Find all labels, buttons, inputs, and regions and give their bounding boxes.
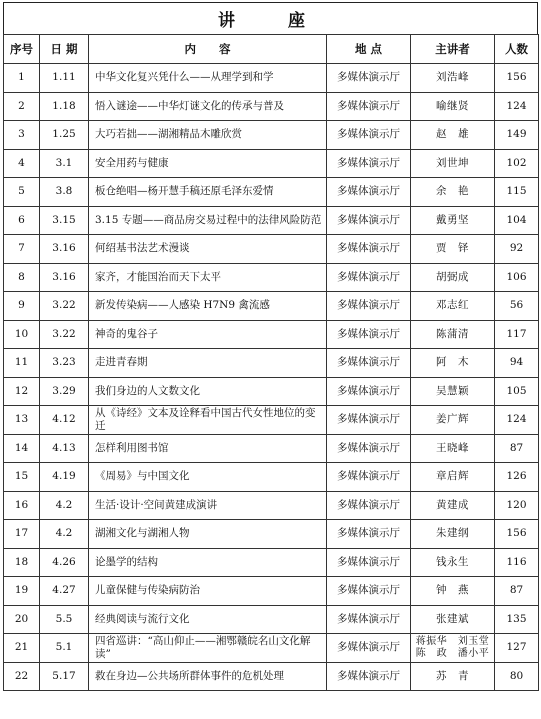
- cell-lecturer: 钟 燕: [411, 577, 495, 606]
- cell-topic: 中华文化复兴凭什么——从理学到和学: [89, 64, 327, 93]
- cell-topic: 救在身边—公共场所群体事件的危机处理: [89, 662, 327, 691]
- header-venue: 地 点: [327, 35, 411, 64]
- cell-venue: 多媒体演示厅: [327, 548, 411, 577]
- cell-lecturer: 姜广辉: [411, 406, 495, 435]
- cell-no: 21: [4, 634, 40, 663]
- cell-date: 3.22: [40, 292, 89, 321]
- cell-date: 3.15: [40, 206, 89, 235]
- cell-count: 124: [495, 406, 539, 435]
- table-row: [4, 263, 539, 292]
- cell-count: 80: [495, 662, 539, 691]
- cell-date: 4.27: [40, 577, 89, 606]
- cell-topic: 怎样利用图书馆: [89, 434, 327, 463]
- cell-venue: 多媒体演示厅: [327, 662, 411, 691]
- cell-count: 105: [495, 377, 539, 406]
- cell-date: 4.2: [40, 491, 89, 520]
- cell-topic: 经典阅读与流行文化: [89, 605, 327, 634]
- cell-count: 156: [495, 64, 539, 93]
- cell-topic: 新发传染病——人感染 H7N9 禽流感: [89, 292, 327, 321]
- cell-venue: 多媒体演示厅: [327, 377, 411, 406]
- cell-date: 4.26: [40, 548, 89, 577]
- cell-lecturer: 邓志红: [411, 292, 495, 321]
- cell-topic: 神奇的鬼谷子: [89, 320, 327, 349]
- cell-lecturer: 黄建成: [411, 491, 495, 520]
- table-row: [4, 178, 539, 207]
- cell-no: 13: [4, 406, 40, 435]
- table-row: [4, 377, 539, 406]
- header-no: 序号: [4, 35, 40, 64]
- table-row: [4, 548, 539, 577]
- cell-no: 2: [4, 92, 40, 121]
- cell-topic: 湖湘文化与湖湘人物: [89, 520, 327, 549]
- cell-lecturer: 王晓峰: [411, 434, 495, 463]
- lecture-table: [3, 34, 539, 691]
- cell-date: 1.18: [40, 92, 89, 121]
- cell-count: 106: [495, 263, 539, 292]
- header-count: 人数: [495, 35, 539, 64]
- table-row: [4, 491, 539, 520]
- cell-venue: 多媒体演示厅: [327, 263, 411, 292]
- cell-count: 94: [495, 349, 539, 378]
- cell-venue: 多媒体演示厅: [327, 349, 411, 378]
- header-row: [4, 35, 539, 64]
- table-row: [4, 320, 539, 349]
- header-topic: 内 容: [89, 35, 327, 64]
- cell-lecturer: 朱建纲: [411, 520, 495, 549]
- cell-no: 18: [4, 548, 40, 577]
- cell-venue: 多媒体演示厅: [327, 491, 411, 520]
- cell-count: 124: [495, 92, 539, 121]
- table-row: [4, 92, 539, 121]
- cell-no: 3: [4, 121, 40, 150]
- cell-date: 4.13: [40, 434, 89, 463]
- table-row: [4, 463, 539, 492]
- table-row: [4, 634, 539, 663]
- cell-venue: 多媒体演示厅: [327, 320, 411, 349]
- cell-lecturer: 余 艳: [411, 178, 495, 207]
- cell-count: 102: [495, 149, 539, 178]
- cell-count: 115: [495, 178, 539, 207]
- cell-venue: 多媒体演示厅: [327, 406, 411, 435]
- cell-date: 1.25: [40, 121, 89, 150]
- cell-date: 5.5: [40, 605, 89, 634]
- cell-no: 17: [4, 520, 40, 549]
- table-row: [4, 235, 539, 264]
- cell-lecturer: 刘世坤: [411, 149, 495, 178]
- cell-count: 135: [495, 605, 539, 634]
- cell-no: 16: [4, 491, 40, 520]
- cell-date: 3.8: [40, 178, 89, 207]
- cell-count: 120: [495, 491, 539, 520]
- cell-no: 14: [4, 434, 40, 463]
- cell-no: 19: [4, 577, 40, 606]
- cell-date: 4.2: [40, 520, 89, 549]
- cell-date: 3.16: [40, 263, 89, 292]
- cell-count: 126: [495, 463, 539, 492]
- cell-topic: 安全用药与健康: [89, 149, 327, 178]
- cell-lecturer: 戴勇坚: [411, 206, 495, 235]
- cell-date: 3.16: [40, 235, 89, 264]
- cell-venue: 多媒体演示厅: [327, 634, 411, 663]
- cell-lecturer: 张建斌: [411, 605, 495, 634]
- table-row: [4, 577, 539, 606]
- cell-venue: 多媒体演示厅: [327, 121, 411, 150]
- cell-topic: 四省巡讲：“高山仰止——湘鄂赣皖名山文化解读”: [89, 634, 327, 663]
- table-row: [4, 149, 539, 178]
- cell-no: 20: [4, 605, 40, 634]
- cell-lecturer: 吴慧颖: [411, 377, 495, 406]
- table-row: [4, 206, 539, 235]
- cell-topic: 儿童保健与传染病防治: [89, 577, 327, 606]
- table-body: [4, 64, 539, 691]
- cell-no: 15: [4, 463, 40, 492]
- cell-topic: 生活·设计·空间黄建成演讲: [89, 491, 327, 520]
- cell-no: 1: [4, 64, 40, 93]
- cell-date: 5.1: [40, 634, 89, 663]
- cell-no: 22: [4, 662, 40, 691]
- cell-venue: 多媒体演示厅: [327, 434, 411, 463]
- cell-date: 4.19: [40, 463, 89, 492]
- cell-topic: 从《诗经》文本及诠释看中国古代女性地位的变迁: [89, 406, 327, 435]
- cell-topic: 我们身边的人文数文化: [89, 377, 327, 406]
- cell-count: 56: [495, 292, 539, 321]
- cell-venue: 多媒体演示厅: [327, 92, 411, 121]
- cell-no: 12: [4, 377, 40, 406]
- cell-count: 92: [495, 235, 539, 264]
- cell-date: 3.22: [40, 320, 89, 349]
- cell-topic: 家齐，才能国治而天下太平: [89, 263, 327, 292]
- cell-no: 10: [4, 320, 40, 349]
- cell-venue: 多媒体演示厅: [327, 577, 411, 606]
- cell-count: 87: [495, 434, 539, 463]
- cell-venue: 多媒体演示厅: [327, 463, 411, 492]
- cell-date: 3.29: [40, 377, 89, 406]
- table-row: [4, 434, 539, 463]
- cell-date: 4.12: [40, 406, 89, 435]
- cell-topic: 何绍基书法艺术漫谈: [89, 235, 327, 264]
- header-lecturer: 主讲者: [411, 35, 495, 64]
- cell-count: 149: [495, 121, 539, 150]
- cell-no: 11: [4, 349, 40, 378]
- cell-no: 6: [4, 206, 40, 235]
- cell-topic: 3.15 专题——商品房交易过程中的法律风险防范: [89, 206, 327, 235]
- cell-date: 1.11: [40, 64, 89, 93]
- cell-venue: 多媒体演示厅: [327, 149, 411, 178]
- cell-venue: 多媒体演示厅: [327, 292, 411, 321]
- table-row: [4, 662, 539, 691]
- cell-no: 7: [4, 235, 40, 264]
- cell-lecturer: 贾 铎: [411, 235, 495, 264]
- table-row: [4, 605, 539, 634]
- table-row: [4, 520, 539, 549]
- cell-count: 87: [495, 577, 539, 606]
- cell-lecturer: 刘浩峰: [411, 64, 495, 93]
- cell-topic: 走进青春期: [89, 349, 327, 378]
- table-row: [4, 121, 539, 150]
- cell-venue: 多媒体演示厅: [327, 64, 411, 93]
- cell-lecturer: 喻继贤: [411, 92, 495, 121]
- cell-venue: 多媒体演示厅: [327, 206, 411, 235]
- cell-date: 5.17: [40, 662, 89, 691]
- cell-topic: 大巧若拙——湖湘精品木雕欣赏: [89, 121, 327, 150]
- cell-topic: 板仓绝唱—杨开慧手稿还原毛泽东爱情: [89, 178, 327, 207]
- cell-date: 3.23: [40, 349, 89, 378]
- table-title: 讲 座: [3, 2, 538, 34]
- cell-no: 8: [4, 263, 40, 292]
- cell-lecturer: 钱永生: [411, 548, 495, 577]
- header-date: 日 期: [40, 35, 89, 64]
- cell-venue: 多媒体演示厅: [327, 605, 411, 634]
- cell-venue: 多媒体演示厅: [327, 178, 411, 207]
- cell-lecturer: 陈蒲清: [411, 320, 495, 349]
- cell-count: 117: [495, 320, 539, 349]
- table-row: [4, 349, 539, 378]
- cell-no: 9: [4, 292, 40, 321]
- cell-count: 104: [495, 206, 539, 235]
- cell-venue: 多媒体演示厅: [327, 235, 411, 264]
- table-row: [4, 406, 539, 435]
- cell-count: 116: [495, 548, 539, 577]
- cell-lecturer: 阿 木: [411, 349, 495, 378]
- cell-topic: 论墨学的结构: [89, 548, 327, 577]
- table-row: [4, 64, 539, 93]
- cell-lecturer: 赵 雄: [411, 121, 495, 150]
- cell-lecturer: 章启辉: [411, 463, 495, 492]
- cell-topic: 《周易》与中国文化: [89, 463, 327, 492]
- cell-lecturer: 苏 青: [411, 662, 495, 691]
- cell-venue: 多媒体演示厅: [327, 520, 411, 549]
- cell-lecturer: 蒋振华 刘玉堂 陈 政 潘小平: [411, 634, 495, 663]
- cell-count: 156: [495, 520, 539, 549]
- cell-lecturer: 胡弼成: [411, 263, 495, 292]
- cell-topic: 悟入谜途——中华灯谜文化的传承与普及: [89, 92, 327, 121]
- cell-no: 5: [4, 178, 40, 207]
- cell-date: 3.1: [40, 149, 89, 178]
- cell-count: 127: [495, 634, 539, 663]
- cell-no: 4: [4, 149, 40, 178]
- table-row: [4, 292, 539, 321]
